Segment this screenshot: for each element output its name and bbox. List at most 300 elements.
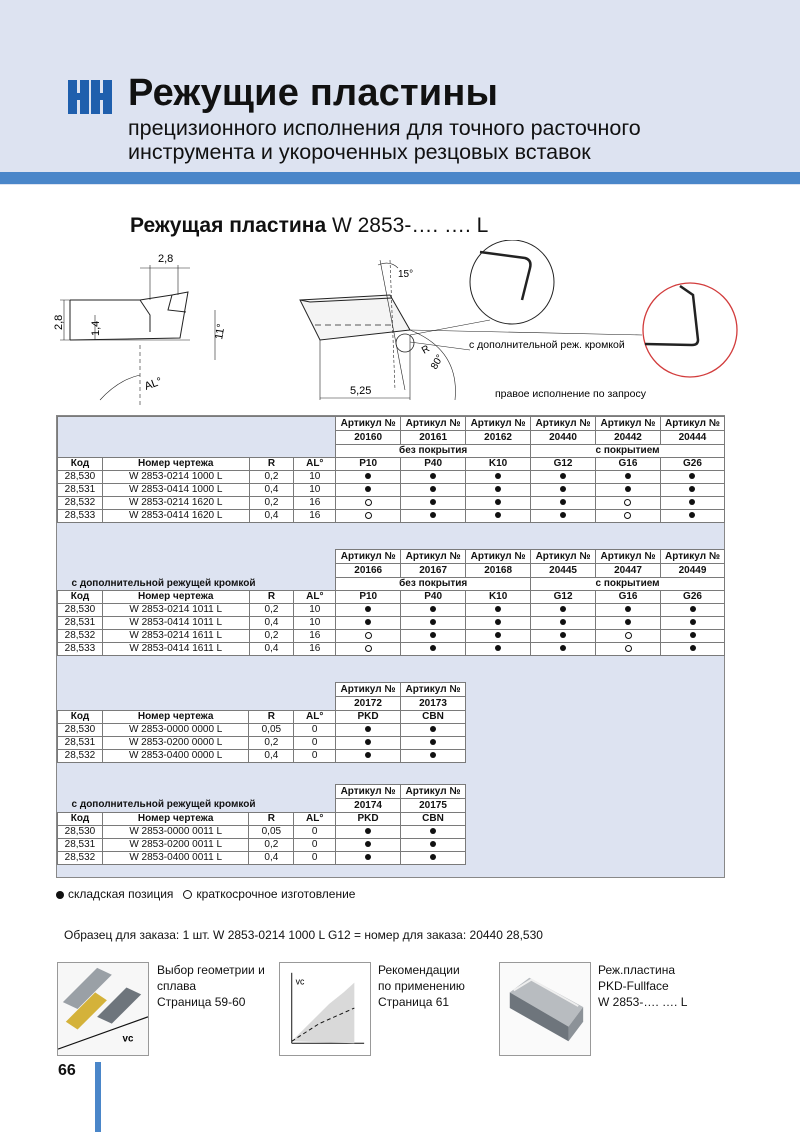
filled-dot-icon bbox=[430, 512, 436, 518]
cell-availability bbox=[531, 617, 596, 630]
ref-geometry[interactable] bbox=[157, 962, 265, 1010]
article-number: 20175 bbox=[401, 799, 466, 813]
ref-line: Страница 59-60 bbox=[157, 995, 246, 1009]
article-number: 20167 bbox=[401, 564, 466, 578]
article-header: Артикул № bbox=[596, 550, 661, 564]
grade-header: G26 bbox=[661, 591, 725, 604]
open-circle-icon bbox=[624, 499, 631, 506]
article-header: Артикул № bbox=[596, 417, 661, 431]
cell-availability bbox=[661, 630, 725, 643]
filled-dot-icon bbox=[56, 891, 64, 899]
article-number: 20174 bbox=[336, 799, 401, 813]
ref-line: PKD-Fullface bbox=[598, 979, 669, 993]
coating-none-label: без покрытия bbox=[336, 578, 531, 591]
article-header: Артикул № bbox=[466, 417, 531, 431]
grade-header: P10 bbox=[336, 458, 401, 471]
col-r: R bbox=[249, 458, 294, 471]
legend-short: краткосрочное изготовление bbox=[196, 887, 356, 901]
cell-availability bbox=[466, 484, 531, 497]
cell-al: 0 bbox=[294, 852, 336, 865]
cell-availability bbox=[660, 497, 724, 510]
cell-code: 28,531 bbox=[58, 737, 103, 750]
cell-availability bbox=[401, 852, 466, 865]
cell-availability bbox=[660, 484, 724, 497]
filled-dot-icon bbox=[689, 473, 695, 479]
article-header: Артикул № bbox=[401, 683, 466, 697]
article-number: 20173 bbox=[401, 697, 466, 711]
cell-availability bbox=[401, 630, 466, 643]
table-row bbox=[58, 826, 466, 839]
cell-availability bbox=[401, 839, 466, 852]
subtitle-line: инструмента и укороченных резцовых вставок bbox=[128, 140, 591, 164]
ref-pkd-fullface[interactable] bbox=[598, 962, 687, 1010]
cell-availability bbox=[401, 737, 466, 750]
table-row bbox=[58, 630, 725, 643]
cell-availability bbox=[336, 617, 401, 630]
cell-availability bbox=[660, 471, 724, 484]
filled-dot-icon bbox=[365, 854, 371, 860]
open-circle-icon bbox=[365, 645, 372, 652]
cell-al: 16 bbox=[294, 630, 336, 643]
grade-header: K10 bbox=[466, 458, 531, 471]
cell-availability bbox=[596, 497, 661, 510]
dim-step-label: 1,4 bbox=[90, 320, 102, 336]
open-circle-icon bbox=[625, 632, 632, 639]
table-spacer bbox=[58, 785, 336, 799]
filled-dot-icon bbox=[495, 486, 501, 492]
cell-al: 16 bbox=[294, 643, 336, 656]
ref-line: W 2853-…. …. L bbox=[598, 995, 688, 1009]
article-number: 20162 bbox=[466, 431, 531, 445]
angle-al-label: AL° bbox=[142, 375, 164, 393]
cell-availability bbox=[596, 630, 661, 643]
article-number: 20166 bbox=[336, 564, 401, 578]
cell-drawing: W 2853-0414 1611 L bbox=[102, 643, 249, 656]
coating-yes-label: с покрытием bbox=[531, 445, 725, 458]
col-drawing: Номер чертежа bbox=[102, 458, 249, 471]
cell-r: 0,2 bbox=[249, 839, 294, 852]
filled-dot-icon bbox=[495, 473, 501, 479]
cell-availability bbox=[466, 510, 531, 523]
cell-availability bbox=[531, 471, 596, 484]
table-row bbox=[58, 484, 725, 497]
cell-code: 28,530 bbox=[58, 471, 103, 484]
article-header: Артикул № bbox=[336, 417, 401, 431]
article-header: Артикул № bbox=[401, 785, 466, 799]
grade-header: G16 bbox=[596, 591, 661, 604]
table-row bbox=[58, 617, 725, 630]
cell-availability bbox=[661, 617, 725, 630]
cell-drawing: W 2853-0414 1620 L bbox=[102, 510, 249, 523]
page-header bbox=[0, 0, 800, 185]
filled-dot-icon bbox=[495, 499, 501, 505]
article-header: Артикул № bbox=[466, 550, 531, 564]
cell-r: 0,4 bbox=[249, 617, 294, 630]
articles-table-pkd-cbn-extra-edge bbox=[57, 784, 466, 865]
article-number: 20161 bbox=[401, 431, 466, 445]
cell-availability bbox=[401, 471, 466, 484]
brand-logo-icon bbox=[68, 80, 112, 114]
application-chart-image bbox=[279, 962, 371, 1056]
article-number: 20440 bbox=[531, 431, 596, 445]
cell-drawing: W 2853-0214 1000 L bbox=[102, 471, 249, 484]
cell-availability bbox=[336, 471, 401, 484]
cell-drawing: W 2853-0200 0000 L bbox=[102, 737, 249, 750]
col-code: Код bbox=[58, 813, 103, 826]
col-al: AL° bbox=[294, 591, 336, 604]
cell-r: 0,2 bbox=[249, 737, 294, 750]
table-body bbox=[58, 724, 466, 763]
legend bbox=[56, 887, 355, 901]
filled-dot-icon bbox=[365, 828, 371, 834]
col-code: Код bbox=[58, 711, 103, 724]
filled-dot-icon bbox=[560, 606, 566, 612]
page-accent-bar bbox=[95, 1062, 101, 1132]
cell-availability bbox=[336, 839, 401, 852]
filled-dot-icon bbox=[365, 841, 371, 847]
filled-dot-icon bbox=[689, 499, 695, 505]
cell-drawing: W 2853-0200 0011 L bbox=[102, 839, 249, 852]
coating-none-label: без покрытия bbox=[336, 445, 531, 458]
cell-availability bbox=[660, 510, 724, 523]
cell-al: 10 bbox=[294, 604, 336, 617]
filled-dot-icon bbox=[689, 512, 695, 518]
radius-label: R bbox=[420, 343, 432, 357]
cell-availability bbox=[531, 630, 596, 643]
vc-label: vc bbox=[122, 1033, 134, 1045]
cell-al: 10 bbox=[294, 484, 336, 497]
ref-line: Реж.пластина bbox=[598, 963, 676, 977]
cell-code: 28,530 bbox=[58, 604, 103, 617]
cell-availability bbox=[531, 510, 596, 523]
subtitle-line: прецизионного исполнения для точного расточного bbox=[128, 116, 641, 140]
filled-dot-icon bbox=[495, 619, 501, 625]
col-code: Код bbox=[58, 458, 103, 471]
cell-r: 0,4 bbox=[249, 510, 294, 523]
dim-height-label: 2,8 bbox=[53, 314, 65, 330]
open-circle-icon bbox=[365, 632, 372, 639]
cell-availability bbox=[466, 617, 531, 630]
filled-dot-icon bbox=[430, 632, 436, 638]
cell-availability bbox=[596, 510, 661, 523]
cell-availability bbox=[401, 724, 466, 737]
table-row bbox=[58, 471, 725, 484]
cell-availability bbox=[661, 604, 725, 617]
cell-availability bbox=[531, 497, 596, 510]
col-drawing: Номер чертежа bbox=[102, 711, 249, 724]
page-subtitle bbox=[128, 116, 768, 164]
cell-availability bbox=[531, 484, 596, 497]
cell-code: 28,531 bbox=[58, 839, 103, 852]
table-row bbox=[58, 643, 725, 656]
article-number: 20442 bbox=[596, 431, 661, 445]
cell-code: 28,531 bbox=[58, 484, 103, 497]
cell-availability bbox=[596, 617, 661, 630]
grade-header: CBN bbox=[401, 711, 466, 724]
cell-drawing: W 2853-0414 1011 L bbox=[102, 617, 249, 630]
cell-availability bbox=[596, 604, 661, 617]
filled-dot-icon bbox=[430, 499, 436, 505]
cell-code: 28,530 bbox=[58, 724, 103, 737]
dim-top-label: 2,8 bbox=[158, 253, 174, 265]
cell-availability bbox=[596, 484, 661, 497]
cell-availability bbox=[596, 471, 661, 484]
cell-availability bbox=[336, 724, 401, 737]
filled-dot-icon bbox=[495, 632, 501, 638]
col-r: R bbox=[249, 813, 294, 826]
filled-dot-icon bbox=[560, 499, 566, 505]
open-circle-icon bbox=[625, 645, 632, 652]
filled-dot-icon bbox=[430, 752, 436, 758]
cell-availability bbox=[401, 510, 466, 523]
ref-line: Страница 61 bbox=[378, 995, 450, 1009]
cell-drawing: W 2853-0214 1620 L bbox=[102, 497, 249, 510]
cell-availability bbox=[336, 510, 401, 523]
filled-dot-icon bbox=[690, 645, 696, 651]
col-drawing: Номер чертежа bbox=[102, 591, 249, 604]
grade-header: P10 bbox=[336, 591, 401, 604]
cell-drawing: W 2853-0414 1000 L bbox=[102, 484, 249, 497]
cell-availability bbox=[336, 484, 401, 497]
article-number: 20449 bbox=[661, 564, 725, 578]
article-header: Артикул № bbox=[401, 550, 466, 564]
col-al: AL° bbox=[294, 711, 336, 724]
cell-al: 10 bbox=[294, 617, 336, 630]
filled-dot-icon bbox=[495, 512, 501, 518]
article-number: 20172 bbox=[336, 697, 401, 711]
article-header: Артикул № bbox=[531, 417, 596, 431]
cell-availability bbox=[336, 630, 401, 643]
cell-availability bbox=[596, 643, 661, 656]
filled-dot-icon bbox=[365, 486, 371, 492]
table-row bbox=[58, 750, 466, 763]
cell-availability bbox=[531, 643, 596, 656]
filled-dot-icon bbox=[365, 473, 371, 479]
cell-r: 0,4 bbox=[249, 852, 294, 865]
cell-r: 0,2 bbox=[249, 604, 294, 617]
note-right-version: правое исполнение по запросу bbox=[495, 388, 646, 400]
filled-dot-icon bbox=[430, 726, 436, 732]
grade-header: K10 bbox=[466, 591, 531, 604]
angle-80-label: 80° bbox=[429, 352, 447, 372]
cell-availability bbox=[336, 497, 401, 510]
cell-code: 28,532 bbox=[58, 852, 103, 865]
cell-availability bbox=[466, 643, 531, 656]
filled-dot-icon bbox=[690, 632, 696, 638]
grade-header: PKD bbox=[336, 813, 401, 826]
filled-dot-icon bbox=[430, 645, 436, 651]
article-header: Артикул № bbox=[401, 417, 466, 431]
articles-table-pkd-cbn bbox=[57, 682, 466, 763]
article-number: 20444 bbox=[660, 431, 724, 445]
cell-r: 0,2 bbox=[249, 630, 294, 643]
grade-header: PKD bbox=[336, 711, 401, 724]
cell-availability bbox=[401, 826, 466, 839]
cell-availability bbox=[336, 604, 401, 617]
cell-r: 0,05 bbox=[249, 826, 294, 839]
page-number: 66 bbox=[58, 1062, 76, 1079]
cell-availability bbox=[401, 617, 466, 630]
table-row bbox=[58, 724, 466, 737]
section-title-main: Режущая пластина bbox=[130, 214, 327, 237]
cell-al: 16 bbox=[294, 510, 336, 523]
cell-availability bbox=[401, 497, 466, 510]
cell-al: 0 bbox=[294, 826, 336, 839]
insert-technical-drawing bbox=[0, 240, 800, 415]
open-circle-icon bbox=[365, 499, 372, 506]
open-circle-icon bbox=[624, 512, 631, 519]
cell-availability bbox=[336, 737, 401, 750]
articles-table bbox=[57, 416, 725, 523]
article-header: Артикул № bbox=[336, 785, 401, 799]
cell-code: 28,530 bbox=[58, 826, 103, 839]
cell-availability bbox=[466, 471, 531, 484]
col-al: AL° bbox=[294, 813, 336, 826]
col-r: R bbox=[249, 591, 294, 604]
filled-dot-icon bbox=[560, 473, 566, 479]
filled-dot-icon bbox=[430, 739, 436, 745]
filled-dot-icon bbox=[430, 473, 436, 479]
article-number: 20447 bbox=[596, 564, 661, 578]
filled-dot-icon bbox=[365, 752, 371, 758]
articles-tables bbox=[56, 415, 725, 878]
cell-drawing: W 2853-0214 1611 L bbox=[102, 630, 249, 643]
table-row bbox=[58, 497, 725, 510]
table-body bbox=[58, 471, 725, 523]
pkd-fullface-insert-image bbox=[499, 962, 591, 1056]
table-row bbox=[58, 604, 725, 617]
cell-drawing: W 2853-0000 0011 L bbox=[102, 826, 249, 839]
col-code: Код bbox=[58, 591, 103, 604]
cell-al: 0 bbox=[294, 737, 336, 750]
filled-dot-icon bbox=[365, 726, 371, 732]
grade-header: P40 bbox=[401, 591, 466, 604]
ref-application[interactable] bbox=[378, 962, 465, 1010]
dim-len-label: 5,25 bbox=[350, 385, 372, 397]
filled-dot-icon bbox=[560, 645, 566, 651]
filled-dot-icon bbox=[430, 854, 436, 860]
col-al: AL° bbox=[294, 458, 336, 471]
table-row bbox=[58, 510, 725, 523]
vc-label: vc bbox=[295, 976, 305, 987]
col-r: R bbox=[249, 711, 294, 724]
cell-al: 0 bbox=[294, 724, 336, 737]
open-circle-icon bbox=[183, 890, 192, 899]
article-number: 20160 bbox=[336, 431, 401, 445]
section-title bbox=[130, 214, 488, 238]
table-row bbox=[58, 839, 466, 852]
filled-dot-icon bbox=[365, 619, 371, 625]
cell-code: 28,532 bbox=[58, 630, 103, 643]
cell-availability bbox=[401, 604, 466, 617]
cell-code: 28,531 bbox=[58, 617, 103, 630]
cell-code: 28,533 bbox=[58, 510, 103, 523]
cell-availability bbox=[336, 643, 401, 656]
cell-availability bbox=[401, 484, 466, 497]
ref-line: по применению bbox=[378, 979, 465, 993]
legend-stock: складская позиция bbox=[68, 887, 174, 901]
cell-availability bbox=[336, 826, 401, 839]
filled-dot-icon bbox=[495, 606, 501, 612]
grade-header: CBN bbox=[401, 813, 466, 826]
article-number: 20445 bbox=[531, 564, 596, 578]
table-row bbox=[58, 852, 466, 865]
cell-availability bbox=[336, 852, 401, 865]
cell-availability bbox=[401, 750, 466, 763]
grade-header: P40 bbox=[401, 458, 466, 471]
cell-r: 0,05 bbox=[249, 724, 294, 737]
table-row bbox=[58, 737, 466, 750]
cell-drawing: W 2853-0000 0000 L bbox=[102, 724, 249, 737]
col-drawing: Номер чертежа bbox=[102, 813, 249, 826]
cell-code: 28,533 bbox=[58, 643, 103, 656]
grade-header: G12 bbox=[531, 458, 596, 471]
article-header: Артикул № bbox=[531, 550, 596, 564]
header-stripe bbox=[0, 172, 800, 184]
article-number: 20168 bbox=[466, 564, 531, 578]
table-label bbox=[58, 417, 336, 458]
order-example: Образец для заказа: 1 шт. W 2853-0214 1000 L G12 = номер для заказа: 20440 28,530 bbox=[64, 928, 543, 942]
article-header: Артикул № bbox=[336, 683, 401, 697]
cell-r: 0,4 bbox=[249, 484, 294, 497]
grade-header: G26 bbox=[660, 458, 724, 471]
filled-dot-icon bbox=[690, 606, 696, 612]
angle-15-label: 15° bbox=[398, 269, 414, 280]
ref-line: Выбор геометрии и bbox=[157, 963, 265, 977]
table-body bbox=[58, 826, 466, 865]
coating-yes-label: с покрытием bbox=[531, 578, 725, 591]
cell-r: 0,2 bbox=[249, 497, 294, 510]
table-label bbox=[58, 683, 336, 711]
table-body bbox=[58, 604, 725, 656]
angle-side-label: 11° bbox=[213, 322, 228, 341]
cell-availability bbox=[466, 604, 531, 617]
grade-header: G12 bbox=[531, 591, 596, 604]
filled-dot-icon bbox=[365, 739, 371, 745]
filled-dot-icon bbox=[625, 619, 631, 625]
cell-al: 10 bbox=[294, 471, 336, 484]
cell-al: 0 bbox=[294, 750, 336, 763]
filled-dot-icon bbox=[690, 619, 696, 625]
cell-availability bbox=[401, 643, 466, 656]
ref-line: Рекомендации bbox=[378, 963, 460, 977]
cell-r: 0,4 bbox=[249, 643, 294, 656]
cell-r: 0,2 bbox=[249, 471, 294, 484]
article-header: Артикул № bbox=[661, 550, 725, 564]
filled-dot-icon bbox=[430, 619, 436, 625]
article-header: Артикул № bbox=[660, 417, 724, 431]
cell-availability bbox=[336, 750, 401, 763]
article-header: Артикул № bbox=[336, 550, 401, 564]
cell-drawing: W 2853-0400 0000 L bbox=[102, 750, 249, 763]
cell-drawing: W 2853-0214 1011 L bbox=[102, 604, 249, 617]
filled-dot-icon bbox=[560, 632, 566, 638]
filled-dot-icon bbox=[430, 486, 436, 492]
table-label: с дополнительной режущей кромкой bbox=[58, 578, 336, 591]
geometry-selection-image bbox=[57, 962, 149, 1056]
filled-dot-icon bbox=[430, 841, 436, 847]
filled-dot-icon bbox=[625, 606, 631, 612]
filled-dot-icon bbox=[560, 486, 566, 492]
filled-dot-icon bbox=[365, 606, 371, 612]
open-circle-icon bbox=[365, 512, 372, 519]
cell-availability bbox=[466, 497, 531, 510]
cell-drawing: W 2853-0400 0011 L bbox=[102, 852, 249, 865]
table-spacer bbox=[58, 550, 336, 578]
section-title-code: W 2853-…. …. L bbox=[326, 214, 489, 237]
note-extra-edge: с дополнительной реж. кромкой bbox=[469, 339, 625, 351]
filled-dot-icon bbox=[495, 645, 501, 651]
